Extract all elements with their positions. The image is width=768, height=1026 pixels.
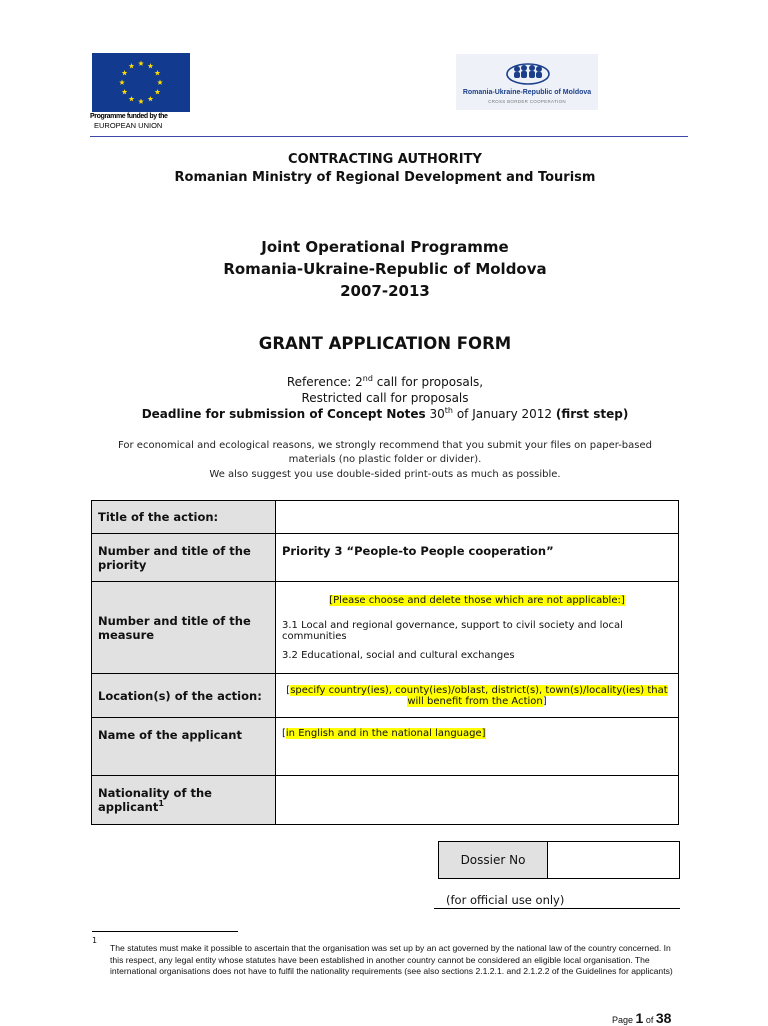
row-location <box>92 674 679 718</box>
deadline-sup: th <box>444 406 453 415</box>
reference-line1 <box>92 375 678 389</box>
measure-label: Number and title of the measure <box>92 582 276 674</box>
eu-star-icon <box>122 70 128 75</box>
dossier-row <box>439 842 680 879</box>
row-priority <box>92 534 679 582</box>
measure-option-1: 3.1 Local and regional governance, support to civil society and local communities <box>282 619 623 642</box>
programme-line2: Romania-Ukraine-Republic of Moldova <box>223 260 547 278</box>
deadline-rest: of January 2012 <box>453 407 556 421</box>
eu-star-icon <box>122 89 128 94</box>
contracting-authority-heading: CONTRACTING AUTHORITY <box>288 152 482 167</box>
eu-star-icon <box>155 89 161 94</box>
eu-star-icon <box>157 80 163 85</box>
partner-logo-title: Romania-Ukraine-Republic of Moldova <box>462 89 592 96</box>
note-line1: For economical and ecological reasons, we strongly recommend that you submit your files on paper-based <box>118 440 652 451</box>
page-of: of <box>643 1015 656 1025</box>
nationality-label <box>92 776 276 825</box>
applicant-field[interactable] <box>276 718 679 776</box>
nationality-label-text: Nationality of the applicant <box>98 786 212 814</box>
eu-caption-line2: EUROPEAN UNION <box>94 121 163 130</box>
partner-logo-subtitle: CROSS BORDER COOPERATION <box>488 99 566 104</box>
dossier-label: Dossier No <box>439 842 548 879</box>
note-line3: We also suggest you use double-sided print-outs as much as possible. <box>209 469 561 480</box>
row-nationality <box>92 776 679 825</box>
priority-field[interactable] <box>276 534 679 582</box>
row-applicant <box>92 718 679 776</box>
eu-stars-icon <box>92 53 190 112</box>
reference-sup: nd <box>362 374 373 383</box>
page-total: 38 <box>655 1010 672 1026</box>
location-field[interactable] <box>276 674 679 718</box>
applicant-label: Name of the applicant <box>92 718 276 776</box>
footnote-mark: 1 <box>92 936 98 945</box>
applicant-bracket-open: [ <box>282 728 286 739</box>
measure-instruction: [Please choose and delete those which are not applicable:] <box>329 594 625 606</box>
form-title: GRANT APPLICATION FORM <box>258 334 512 353</box>
people-group-icon <box>506 60 550 86</box>
location-bracket-close: ] <box>542 695 547 707</box>
deadline-line <box>92 407 678 421</box>
footnote-text: The statutes must make it possible to ascertain that the organisation was set up by an act governed by the national law of the country concerned. In this respect, any legal entity whose statutes have been established in another country cannot be considered an eligible local organisation. The international organisations does not have to fulfil the nationality requirements (see also sections 2.1.2.1. and 2.1.2.2 of the Guidelines for applicants) <box>110 943 673 977</box>
row-measure <box>92 582 679 674</box>
measure-option-2: 3.2 Educational, social and cultural exchanges <box>282 649 515 661</box>
eu-star-icon <box>138 99 144 104</box>
eu-star-icon <box>129 96 135 101</box>
reference-prefix: Reference: 2 <box>286 375 363 389</box>
deadline-day: 30 <box>425 407 445 421</box>
location-bracket-open: [ <box>286 684 291 696</box>
reference-suffix: call for proposals, <box>372 375 484 389</box>
deadline-label: Deadline for submission of Concept Notes <box>141 407 426 421</box>
priority-value: Priority 3 “People-to People cooperation” <box>282 544 554 558</box>
title-field[interactable] <box>276 501 679 534</box>
dossier-table <box>438 841 680 879</box>
nationality-field[interactable] <box>276 776 679 825</box>
eu-caption-line1: Programme funded by the <box>90 113 168 120</box>
eu-caption <box>90 112 210 130</box>
measure-field[interactable] <box>276 582 679 674</box>
nationality-footnote-ref: 1 <box>158 799 164 809</box>
eu-star-icon <box>119 80 125 85</box>
note-line2: materials (no plastic folder or divider). <box>288 454 482 465</box>
location-label: Location(s) of the action: <box>92 674 276 718</box>
eu-star-icon <box>148 96 154 101</box>
title-label: Title of the action: <box>92 501 276 534</box>
header-divider <box>90 136 688 137</box>
official-use-rule <box>434 908 680 909</box>
eu-star-icon <box>155 70 161 75</box>
eu-star-icon <box>138 61 144 66</box>
eu-star-icon <box>129 63 135 68</box>
priority-label: Number and title of the priority <box>92 534 276 582</box>
footnote-divider <box>92 931 238 932</box>
location-placeholder: specify country(ies), county(ies)/oblast, district(s), town(s)/locality(ies) that will benefit from the Action <box>290 684 668 707</box>
dossier-number-field[interactable] <box>548 842 680 879</box>
official-use-note: (for official use only) <box>446 893 565 907</box>
reference-line2: Restricted call for proposals <box>301 391 469 405</box>
page-current: 1 <box>635 1010 644 1026</box>
programme-line1: Joint Operational Programme <box>261 238 509 256</box>
application-table <box>91 500 679 825</box>
contracting-authority-name: Romanian Ministry of Regional Development and Tourism <box>174 170 596 185</box>
page-prefix: Page <box>612 1015 636 1025</box>
applicant-placeholder: in English and in the national language] <box>285 728 486 739</box>
eu-flag-logo <box>92 53 190 112</box>
deadline-step: (first step) <box>555 407 629 421</box>
programme-line3: 2007-2013 <box>340 282 430 300</box>
row-title <box>92 501 679 534</box>
eu-star-icon <box>148 63 154 68</box>
partner-programme-logo <box>456 54 598 110</box>
